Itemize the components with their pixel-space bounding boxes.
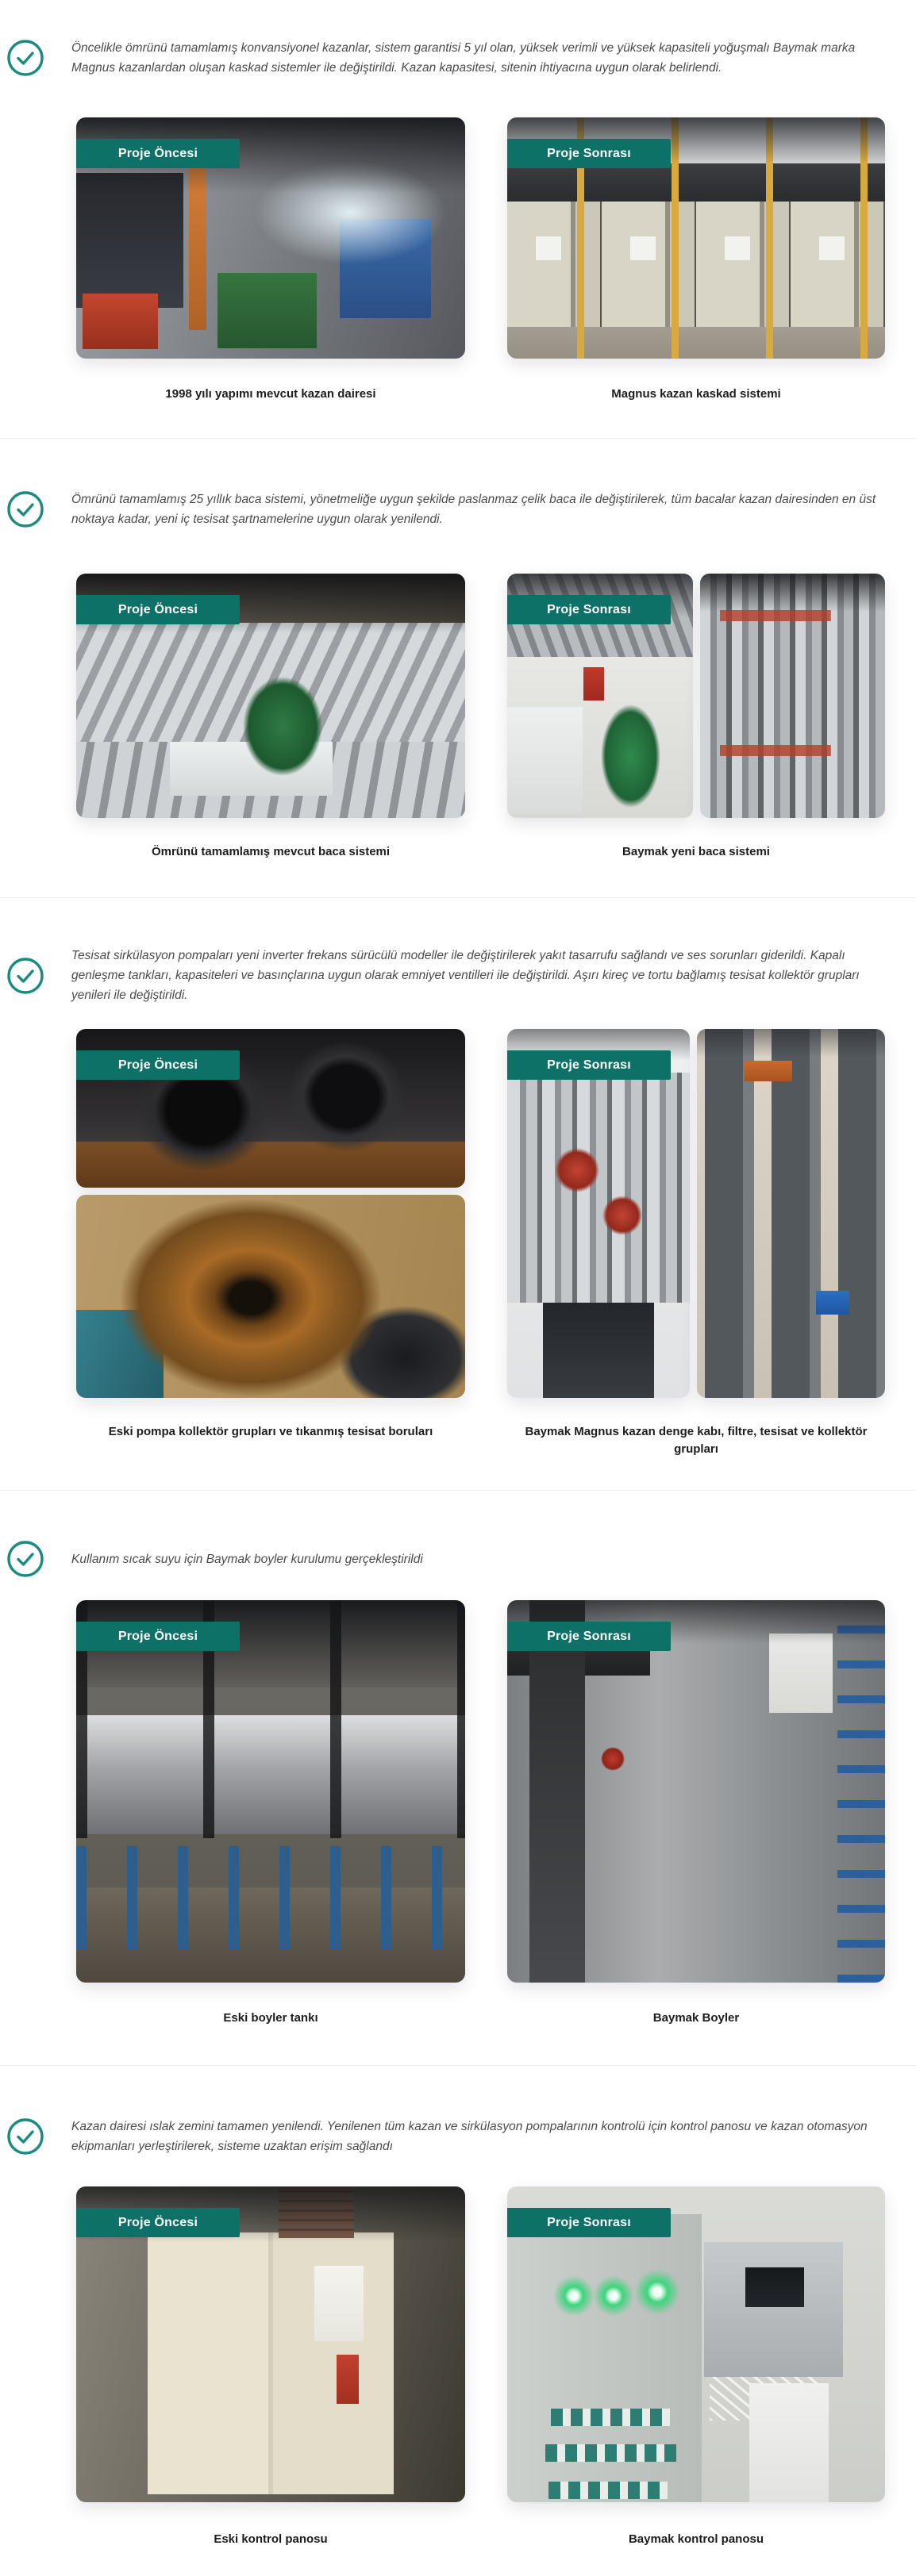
before-caption: Ömrünü tamamlamış mevcut baca sistemi [151, 845, 391, 858]
after-caption: Baymak Boyler [652, 2011, 740, 2025]
section-kazan [0, 0, 916, 403]
section-pompa-paragraph: Tesisat sirkülasyon pompaları yeni inverter frekans sürücülü modeller ile değiştirilerek yakıt tasarrufu sağlandı ve ses sorunları giderildi. Kapalı genleşme tankları, kapasiteleri ve basınçlarına uygun olarak emniyet ventilleri ile değiştirildi. Aşırı kireç ve tortu bağlamış tesisat kollektör grupları yenileri ile değiştirildi. [71, 949, 860, 1002]
before-caption: 1998 yılı yapımı mevcut kazan dairesi [165, 387, 376, 401]
section-boyler-paragraph: Kullanım sıcak suyu için Baymak boyler kurulumu gerçekleştirildi [71, 1552, 423, 1566]
badge-before: Proje Öncesi [76, 139, 240, 168]
before-caption: Eski kontrol panosu [214, 2532, 328, 2546]
after-caption: Magnus kazan kaskad sistemi [611, 387, 781, 401]
check-circle-icon [6, 957, 44, 995]
check-circle-icon [6, 1540, 44, 1578]
badge-after: Proje Sonrası [507, 2208, 671, 2237]
section-kazan-images [0, 117, 916, 403]
after-photo-pair [507, 1029, 885, 1398]
section-kazan-intro [0, 38, 916, 78]
before-photo-stack [76, 1029, 465, 1398]
after-caption: Baymak kontrol panosu [628, 2532, 764, 2546]
section-baca-images [0, 574, 916, 861]
section-boyler [0, 1491, 916, 2027]
photo-new-collector-group [507, 1029, 690, 1398]
after-column [507, 1600, 885, 2027]
section-pompa [0, 898, 916, 1458]
section-baca [0, 439, 916, 861]
section-pano-paragraph: Kazan dairesi ıslak zemini tamamen yenilendi. Yenilenen tüm kazan ve sirkülasyon pompalarının kontrolü için kontrol panosu ve kazan otomasyon ekipmanları yerleştirilerek, sisteme uzaktan erişim sağlandı [71, 2120, 868, 2153]
section-baca-intro [0, 489, 916, 529]
photo-old-boiler-room [76, 117, 465, 359]
section-kazan-paragraph: Öncelikle ömrünü tamamlamış konvansiyonel kazanlar, sistem garantisi 5 yıl olan, yüksek verimli ve yüksek kapasiteli yoğuşmalı Baymak marka Magnus kazanlardan oluşan kaskad sistemler ile değiştirildi. Kazan kapasitesi, sitenin ihtiyacına uygun olarak belirlendi. [71, 41, 856, 75]
after-column [507, 1029, 885, 1458]
after-caption: Baymak yeni baca sistemi [622, 845, 770, 858]
photo-old-chimney [76, 574, 465, 818]
section-pano-images [0, 2186, 916, 2548]
before-caption: Eski boyler tankı [223, 2011, 318, 2025]
badge-before: Proje Öncesi [76, 595, 240, 624]
section-pano-intro [0, 2117, 916, 2156]
after-caption: Baymak Magnus kazan denge kabı, filtre, tesisat ve kollektör grupları [525, 1425, 868, 1456]
section-boyler-intro [0, 1540, 916, 1578]
after-column [507, 2186, 885, 2548]
check-circle-icon [6, 39, 44, 77]
check-circle-icon [6, 2117, 44, 2156]
before-caption: Eski pompa kollektör grupları ve tıkanmış tesisat boruları [108, 1425, 433, 1438]
photo-baymak-control-panel [507, 2186, 885, 2502]
check-circle-icon [6, 490, 44, 528]
badge-before: Proje Öncesi [76, 1050, 240, 1080]
section-pano [0, 2066, 916, 2548]
photo-baymak-boyler [507, 1600, 885, 1983]
badge-before: Proje Öncesi [76, 2208, 240, 2237]
badge-after: Proje Sonrası [507, 1622, 671, 1651]
badge-before: Proje Öncesi [76, 1622, 240, 1651]
section-pompa-intro [0, 946, 916, 1005]
section-baca-paragraph: Ömrünü tamamlamış 25 yıllık baca sistemi, yönetmeliğe uygun şekilde paslanmaz çelik baca ile değiştirilerek, tüm bacalar kazan dairesinden en üst noktaya kadar, yeni iç tesisat şartnamelerine uygun olarak yenilendi. [71, 493, 876, 526]
before-column [76, 117, 465, 403]
before-column [76, 1029, 465, 1458]
after-column [507, 574, 885, 861]
photo-magnus-cascade [507, 117, 885, 359]
after-column [507, 117, 885, 403]
photo-old-control-panel [76, 2186, 465, 2502]
badge-after: Proje Sonrası [507, 1050, 671, 1080]
badge-after: Proje Sonrası [507, 139, 671, 168]
before-column [76, 2186, 465, 2548]
photo-balance-tank-pipes [697, 1029, 885, 1398]
photo-new-chimney-pipes [700, 574, 885, 818]
photo-clogged-pipe [76, 1195, 465, 1398]
badge-after: Proje Sonrası [507, 595, 671, 624]
before-column [76, 574, 465, 861]
section-pompa-images [0, 1029, 916, 1458]
section-boyler-images [0, 1600, 916, 2027]
photo-rusty-flanges [76, 1029, 465, 1188]
before-column [76, 1600, 465, 2027]
photo-old-boiler-tank [76, 1600, 465, 1983]
photo-new-boiler-room [507, 574, 693, 818]
after-photo-pair [507, 574, 885, 818]
